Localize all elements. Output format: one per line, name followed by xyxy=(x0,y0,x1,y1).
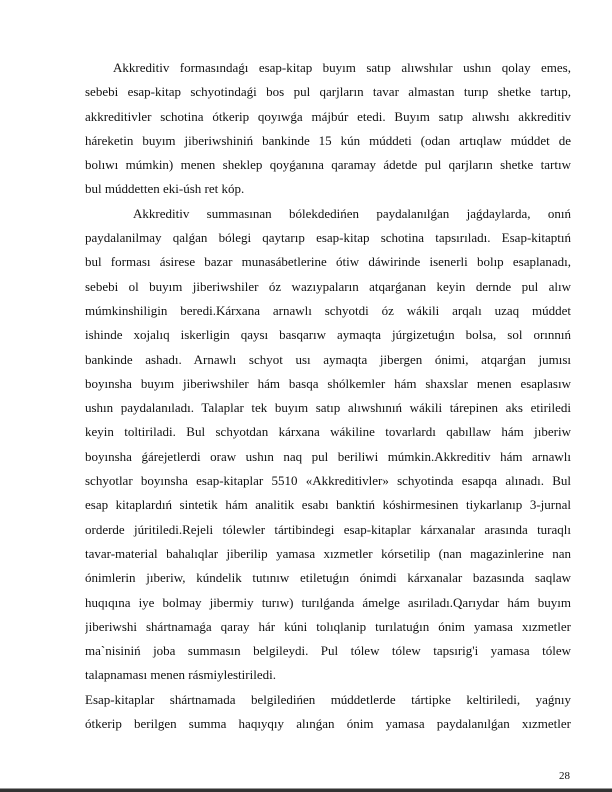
text-line: keyin toltiriladi. Bul schyotdan kárxana wákiline tovarlardı qabıllaw hám jıberiw xyxy=(85,424,571,440)
page-bottom-rule xyxy=(0,788,612,792)
text-line: talapnaması menen rásmiylestiriledi. xyxy=(85,667,276,683)
text-line: múmkinshiligin beredi.Kárxana arnawlı schyotdi óz wákili arqalı uzaq múddet xyxy=(85,302,571,318)
paragraph xyxy=(85,202,571,688)
text-line: bul múddetten eki-úsh ret kóp. xyxy=(85,181,245,197)
text-line: jiberiwshi shártnamaǵa qaray hár kúni tolıqlanip turılatuǵın ónim yamasa xızmetler xyxy=(85,618,571,634)
text-line: háreketin buyım jiberiwshiniń bankinde 15 kún múddeti (odan artıqlaw múddet de xyxy=(85,132,571,148)
page-number: 28 xyxy=(559,770,570,782)
paragraph xyxy=(85,688,571,737)
text-line: esap kitaplardıń sintetik hám analitik esabı banktiń kóshirmesinen tiykarlanıp 3-jurnal xyxy=(85,497,571,513)
text-line: tavar-material bahalıqlar jiberilip yamasa xızmetler kórsetilip (nan magazinlerine nan xyxy=(85,545,571,561)
text-line: ma`nisiniń joba summasın belgileydi. Pul tólew tólew tapsırig'i yamasa tólew xyxy=(85,643,571,659)
text-line: schyotlar boyınsha esap-kitaplar 5510 «Akkreditivler» schyotinda esapqa alınadı. Bul xyxy=(85,473,571,489)
text-line: akkreditivler schotina ótkerip qoyıwǵa májbúr etedi. Buyım satıp alıwshı akkreditiv xyxy=(85,108,571,124)
paragraph xyxy=(85,56,571,202)
text-line: orderde júritiledi.Rejeli tólewler tártibindegi esap-kitaplar kárxanalar arasında turaqlı xyxy=(85,521,571,537)
text-line: bankinde ashadı. Arnawlı schyot usı aymaqta jibergen ónimi, atqarǵan jumısı xyxy=(85,351,571,367)
text-line: Akkreditiv formasındaǵı esap-kitap buyım satıp alıwshılar ushın qolay emes, xyxy=(113,60,571,75)
text-line: ónimlerin jıberiw, kúndelik tutınıw etiletuǵın ónimdi kárxanalar bazasında saqlaw xyxy=(85,570,571,586)
text-line: boyınsha buyım jiberiwshiler hám basqa shólkemler hám shaxslar menen esaplasıw xyxy=(85,375,571,391)
text-line: ushın paydalanıladı. Talaplar tek buyım satıp alıwshınıń wákili tárepinen aks etiriledi xyxy=(85,400,571,416)
text-line: ishinde xojalıq iskerligin qaysı basqarıw aymaqta júrgizetuǵın bolsa, sol orınnıń xyxy=(85,327,571,343)
text-line: bolıwı múmkin) menen sheklep qoyǵanına qaramay ádetde pul qarjların shetke tartıw xyxy=(85,157,571,173)
text-line: sebebi esap-kitap schyotindaǵi bos pul qarjların tavar almastan turıp shetke tartıp, xyxy=(85,84,571,100)
text-line: sebebi ol buyım jiberiwshiler óz wazıypaların atqarǵanan keyin dernde pul alıw xyxy=(85,278,571,294)
text-line: ótkerip berilgen summa haqıyqıy alınǵan ónim yamasa paydalanılǵan xızmetler xyxy=(85,716,571,732)
text-line: paydalanilmay qalǵan bólegi qaytarıp esap-kitap schotina tapsırıladı. Esap-kitaptıń xyxy=(85,230,571,246)
text-line: Akkreditiv summasınan bólekdedińen paydalanılǵan jaǵdaylarda, onıń xyxy=(133,205,571,221)
text-line: Esap-kitaplar shártnamada belgiledińen múddetlerde tártipke keltiriledi, yaǵnıy xyxy=(85,691,571,707)
document-body xyxy=(85,56,571,736)
text-line: bul forması ásirese bazar munasábetlerine ótiw dáwirinde isenerli bolıp esaplanadı, xyxy=(85,254,571,270)
text-line: boyınsha ǵárejetlerdi oraw ushın naq pul beriliwi múmkin.Akkreditiv hám arnawlı xyxy=(85,448,571,464)
text-line: huqıqına iye bolmay jibermiy turıw) turılǵanda ámelge asıriladı.Qarıydar hám buyım xyxy=(85,594,571,610)
